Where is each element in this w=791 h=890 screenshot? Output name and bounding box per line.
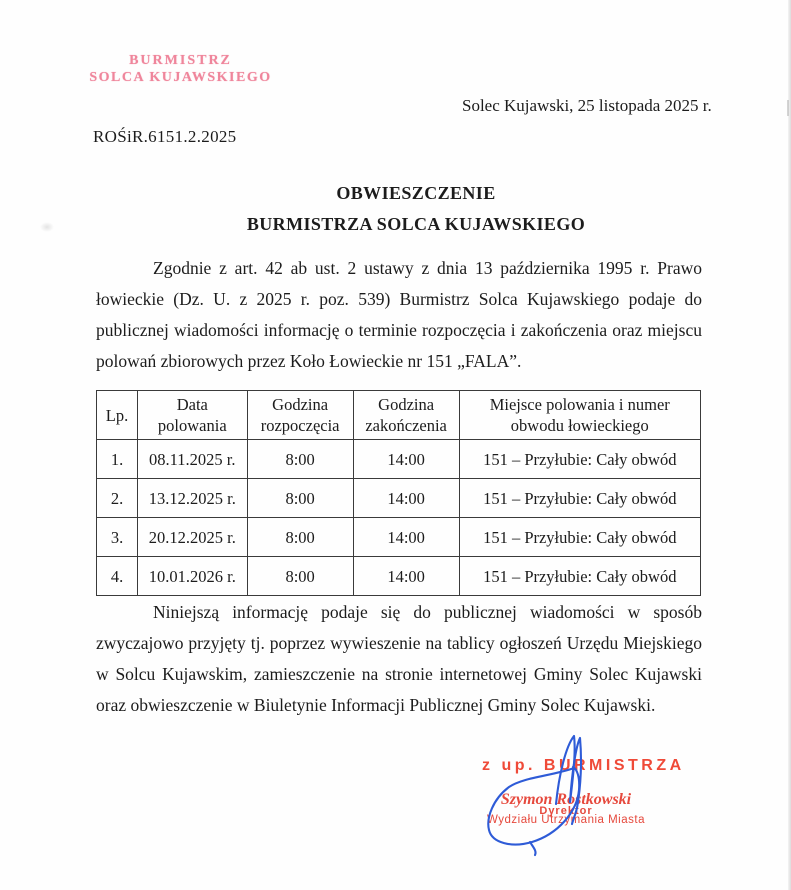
cell-end: 14:00	[353, 557, 459, 596]
cell-place: 151 – Przyłubie: Cały obwód	[459, 440, 700, 479]
cell-place: 151 – Przyłubie: Cały obwód	[459, 479, 700, 518]
cell-start: 8:00	[247, 479, 353, 518]
place-and-date: Solec Kujawski, 25 listopada 2025 r.	[462, 96, 712, 115]
cell-place: 151 – Przyłubie: Cały obwód	[459, 518, 700, 557]
cell-start: 8:00	[247, 557, 353, 596]
table-row	[97, 479, 701, 518]
cell-lp: 2.	[97, 479, 138, 518]
signatory-name-stamp: Szymon Rostkowski	[500, 791, 632, 808]
cell-end: 14:00	[353, 440, 459, 479]
scan-mark-artifact	[783, 100, 789, 116]
case-reference-number: ROŚiR.6151.2.2025	[93, 127, 237, 146]
table-row	[97, 557, 701, 596]
cell-date: 13.12.2025 r.	[138, 479, 248, 518]
closing-paragraph: Niniejszą informację podaje się do publicznej wiadomości w sposób zwyczajowo przyjęty tj. poprzez wywieszenie na tablicy ogłoszeń Urzędu Miejskiego w Solcu Kujawskim, zamieszczenie na stronie internetowej Gminy Solec Kujawski oraz obwieszczenie w Biuletynie Informacji Publicznej Gminy Solec Kujawski.	[96, 602, 702, 715]
cell-start: 8:00	[247, 518, 353, 557]
mayor-office-stamp	[88, 52, 273, 86]
cell-lp: 3.	[97, 518, 138, 557]
title-line-2: BURMISTRZA SOLCA KUJAWSKIEGO	[246, 214, 586, 234]
header-start-time: Godzina rozpoczęcia	[247, 391, 353, 440]
intro-paragraph: Zgodnie z art. 42 ab ust. 2 ustawy z dnia 13 października 1995 r. Prawo łowieckie (Dz. U. z 2025 r. poz. 539) Burmistrz Solca Kujawskiego podaje do publicznej wiadomości informację o terminie rozpoczęcia i zakończenia oraz miejscu polowań zbiorowych przez Koło Łowieckie nr 151 „FALA”.	[96, 258, 702, 371]
scan-smudge-artifact	[40, 222, 54, 232]
header-place: Miejsce polowania i numer obwodu łowieckiego	[459, 391, 700, 440]
authorization-stamp-text: z up. BURMISTRZA	[482, 757, 685, 774]
cell-date: 10.01.2026 r.	[138, 557, 248, 596]
cell-place: 151 – Przyłubie: Cały obwód	[459, 557, 700, 596]
cell-date: 20.12.2025 r.	[138, 518, 248, 557]
cell-lp: 4.	[97, 557, 138, 596]
header-lp: Lp.	[97, 391, 138, 440]
cell-date: 08.11.2025 r.	[138, 440, 248, 479]
header-end-time: Godzina zakończenia	[353, 391, 459, 440]
cell-start: 8:00	[247, 440, 353, 479]
header-hunt-date: Data polowania	[138, 391, 248, 440]
cell-end: 14:00	[353, 479, 459, 518]
title-line-1: OBWIESZCZENIE	[336, 183, 496, 203]
document-title	[116, 178, 716, 240]
table-header-row	[97, 391, 701, 440]
stamp-line-1: BURMISTRZ	[129, 53, 232, 68]
cell-end: 14:00	[353, 518, 459, 557]
stamp-line-2: SOLCA KUJAWSKIEGO	[89, 70, 272, 85]
cell-lp: 1.	[97, 440, 138, 479]
table-row	[97, 440, 701, 479]
hunting-schedule-table	[96, 390, 701, 596]
signatory-department: Wydziału Utrzymania Miasta	[487, 814, 645, 826]
table-row	[97, 518, 701, 557]
signatory-position: Dyrektor	[539, 805, 593, 817]
